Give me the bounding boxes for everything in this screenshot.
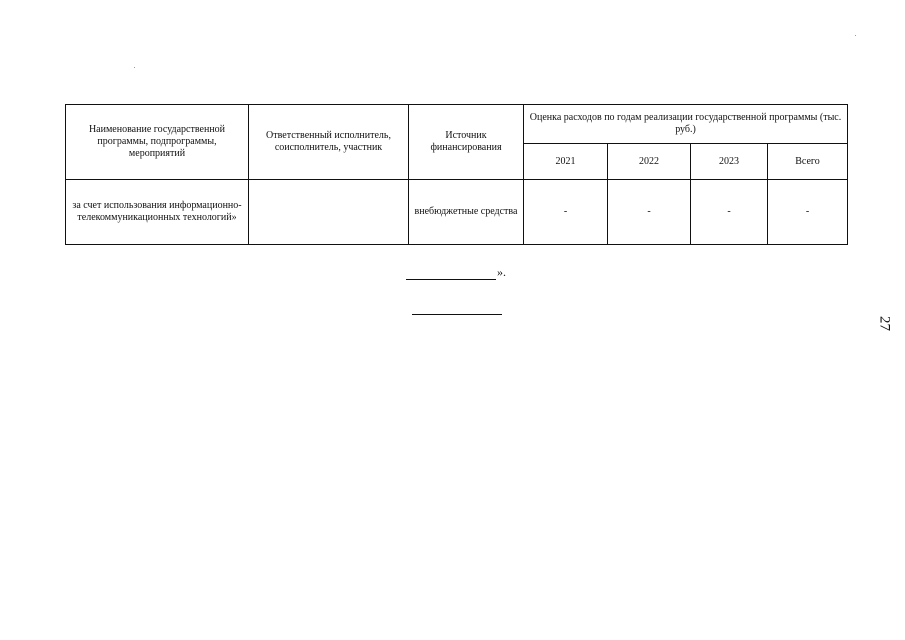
header-year-2021: 2021 (524, 144, 608, 180)
header-executor: Ответственный исполнитель, соисполнитель, участник (249, 105, 409, 180)
header-total: Всего (768, 144, 848, 180)
header-estimate: Оценка расходов по годам реализации государственной программы (тыс. руб.) (524, 105, 848, 144)
row-executor (249, 180, 409, 245)
row-source: внебюджетные средства (409, 180, 524, 245)
page-number: 27 (876, 316, 893, 331)
header-name: Наименование государственной программы, подпрограммы, мероприятий (66, 105, 249, 180)
row-value-total: - (768, 180, 848, 245)
closing-line (406, 264, 506, 280)
row-name: за счет использования информационно-телекоммуникационных технологий» (66, 180, 249, 245)
row-value-2023: - (691, 180, 768, 245)
budget-table (65, 104, 848, 245)
table-row (66, 180, 848, 245)
header-year-2023: 2023 (691, 144, 768, 180)
closing-quote: ». (497, 265, 506, 279)
closing-underline (406, 265, 496, 280)
end-separator-line (412, 314, 502, 315)
scan-speck (855, 35, 856, 36)
row-value-2021: - (524, 180, 608, 245)
row-value-2022: - (608, 180, 691, 245)
scan-speck (134, 67, 135, 68)
header-source: Источник финансирования (409, 105, 524, 180)
table-header-row (66, 105, 848, 144)
header-year-2022: 2022 (608, 144, 691, 180)
